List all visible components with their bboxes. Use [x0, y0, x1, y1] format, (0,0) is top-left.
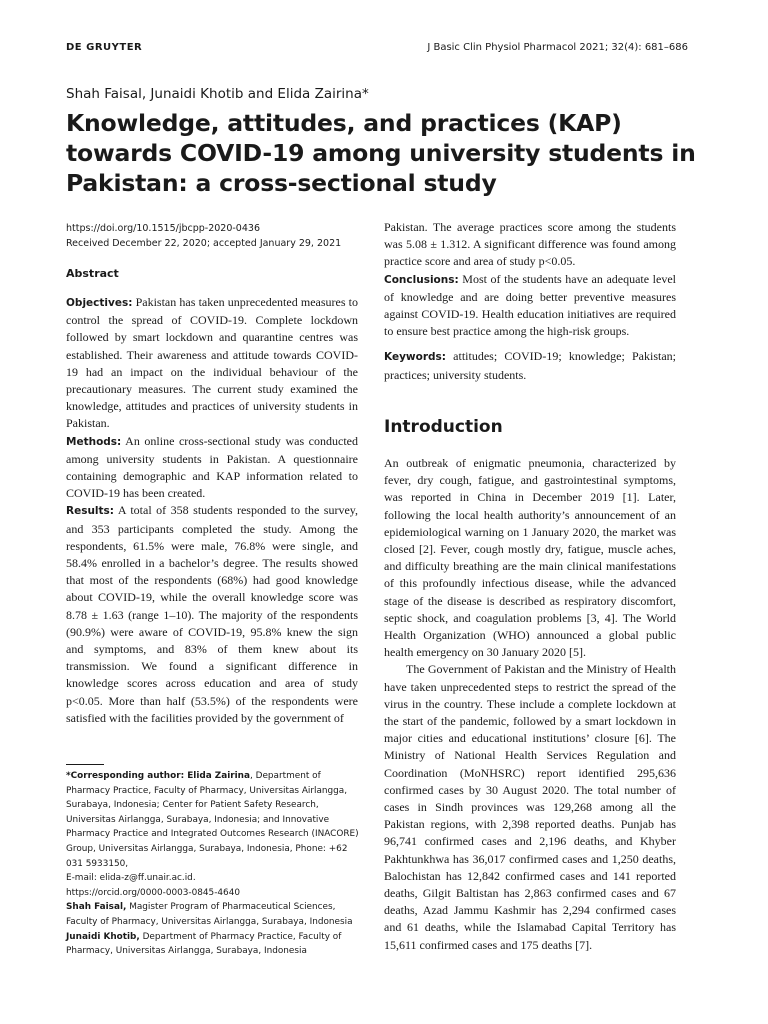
corresponding-author-label: *Corresponding author: Elida Zairina	[66, 771, 250, 781]
objectives-text: Pakistan has taken unprecedented measures to control the spread of COVID-19. Complete lockdown followed by smart lockdown and quarantine centres was established. Their awareness and attitude towards COVID-19 had an impact on the individual behaviour of the precautionary measures. The current study examined the knowledge, attitudes and practices of university students in Pakistan.	[66, 295, 359, 431]
faisal-affiliation: Magister Program of Pharmaceutical Sciences, Faculty of Pharmacy, Universitas Airlangga, Surabaya, Indonesia	[66, 902, 353, 927]
methods-label: Methods:	[66, 435, 122, 448]
introduction-paragraph-1: An outbreak of enigmatic pneumonia, characterized by fever, dry cough, fatigue, and gastrointestinal symptoms, was reported in China in December 2019 [1]. Later, following the local health authority’s announcement of an epidemiological warning on 1 January 2020, the market was closed [2]. Fever, cough mostly dry, fatigue, muscle aches, and difficulty breathing are the main clinical manifestations of this profoundly infectious disease, while the advanced stage of the disease is described as respiratory discomfort, septic shock, and coagulation problems [3, 4]. The World Health Organization (WHO) announced a global public health emergency on 30 January 2020 [5].	[384, 456, 676, 660]
conclusions-text: Most of the students have an adequate level of knowledge and are doing better preventive measures against COVID-19. Health education initiatives are required to ensure best practice among the high-risk groups.	[384, 271, 676, 339]
khotib-affiliation: Department of Pharmacy Practice, Faculty of Pharmacy, Universitas Airlangga, Surabaya, Indonesia	[66, 931, 342, 957]
footnote-divider	[66, 764, 104, 765]
keywords-text: attitudes; COVID-19; knowledge; Pakistan; practices; university students.	[384, 349, 677, 382]
publisher-logo-text: DE GRUYTER	[66, 42, 143, 53]
results-label: Results:	[66, 505, 114, 518]
introduction-body	[384, 455, 676, 954]
introduction-paragraph-2: The Government of Pakistan and the Ministry of Health have taken unprecedented steps to restrict the spread of the virus in the country. These include a complete lockdown at the start of the pandemic, followed by a smart lockdown in major cities and educational institutions’ closure [6]. The Ministry of National Health Services Regulation and Coordination (MoNHSRC) report identified 295,636 confirmed cases by 30 August 2020. The total number of cases in Sindh provinces was 129,268 among all the Pakistan regions, with 2,398 reported deaths. Punjab has 96,741 confirmed cases and 2,196 deaths, and Khyber Pakhtunkhwa has 36,017 confirmed cases and 1,250 deaths, Balochistan has 12,842 confirmed cases and 141 reported deaths, Gilgit Baltistan has 2,863 confirmed cases and 67 deaths, Azad Jammu Kashmir has 2,294 confirmed cases and 61 deaths, while the Islamabad Capital Territory has 15,611 confirmed cases and 175 deaths [7].	[384, 662, 676, 952]
corresponding-author-note	[66, 769, 366, 871]
received-dates: Received December 22, 2020; accepted January 29, 2021	[66, 238, 342, 249]
keywords-paragraph	[384, 348, 676, 383]
faisal-label: Shah Faisal,	[66, 902, 127, 913]
conclusions-label: Conclusions:	[384, 273, 459, 286]
khotib-affiliation-note	[66, 930, 366, 959]
introduction-heading: Introduction	[384, 417, 503, 437]
khotib-label: Junaidi Khotib,	[66, 931, 140, 942]
corresponding-author-affiliation: , Department of Pharmacy Practice, Faculty of Pharmacy, Universitas Airlangga, Surabaya, Indonesia; Center for Patient Safety Research, Universitas Airlangga, Surabaya, Indonesia; and Innovative Pharmacy Practice and Integrated Outcomes Research (INACORE) Group, Universitas Airlangga, Surabaya, Indonesia, Phone: +62 031 5933150,	[66, 771, 359, 869]
conclusions-paragraph	[384, 271, 676, 341]
abstract-left-column	[66, 294, 358, 727]
orcid-link[interactable]: https://orcid.org/0000-0003-0845-4640	[66, 887, 240, 898]
results-continued: Pakistan. The average practices score among the students was 5.08 ± 1.312. A significant difference was found among practice score and area of study p<0.05.	[384, 220, 676, 269]
methods-paragraph	[66, 433, 358, 503]
methods-text: An online cross-sectional study was conducted among university students in Pakistan. A questionnaire containing demographic and KAP information related to COVID-19 has been created.	[66, 433, 358, 501]
results-paragraph	[66, 502, 358, 727]
abstract-right-column	[384, 219, 676, 384]
footnotes	[66, 769, 366, 959]
results-text: A total of 358 students responded to the survey, and 353 participants completed the study. Among the respondents, 61.5% were male, 76.8% were single, and 58.4% enrolled in a bachelor’s degree. The results showed that most of the respondents (68%) had good knowledge about COVID-19, while the overall knowledge score was 8.78 ± 1.63 (range 1–10). The majority of the respondents (90.9%) were aware of COVID-19, 95.8% knew the sign and symptoms, and 83% of them knew about its transmission. We found a significant difference in knowledge scores across education and area of study p<0.05. More than half (53.5%) of the respondents were satisfied with the facilities provided by the government of	[66, 503, 359, 725]
author-list: Shah Faisal, Junaidi Khotib and Elida Zairina*	[66, 86, 369, 102]
objectives-label: Objectives:	[66, 297, 133, 309]
article-title: Knowledge, attitudes, and practices (KAP) towards COVID-19 among university students in Pakistan: a cross-sectional study	[66, 109, 696, 197]
email-line[interactable]: E-mail: elida-z@ff.unair.ac.id.	[66, 873, 196, 884]
keywords-label: Keywords:	[384, 351, 446, 364]
faisal-affiliation-note	[66, 900, 366, 929]
doi-link[interactable]: https://doi.org/10.1515/jbcpp-2020-0436	[66, 223, 260, 234]
abstract-heading: Abstract	[66, 267, 119, 280]
objectives-paragraph	[66, 294, 358, 433]
journal-reference: J Basic Clin Physiol Pharmacol 2021; 32(4): 681–686	[427, 42, 688, 53]
